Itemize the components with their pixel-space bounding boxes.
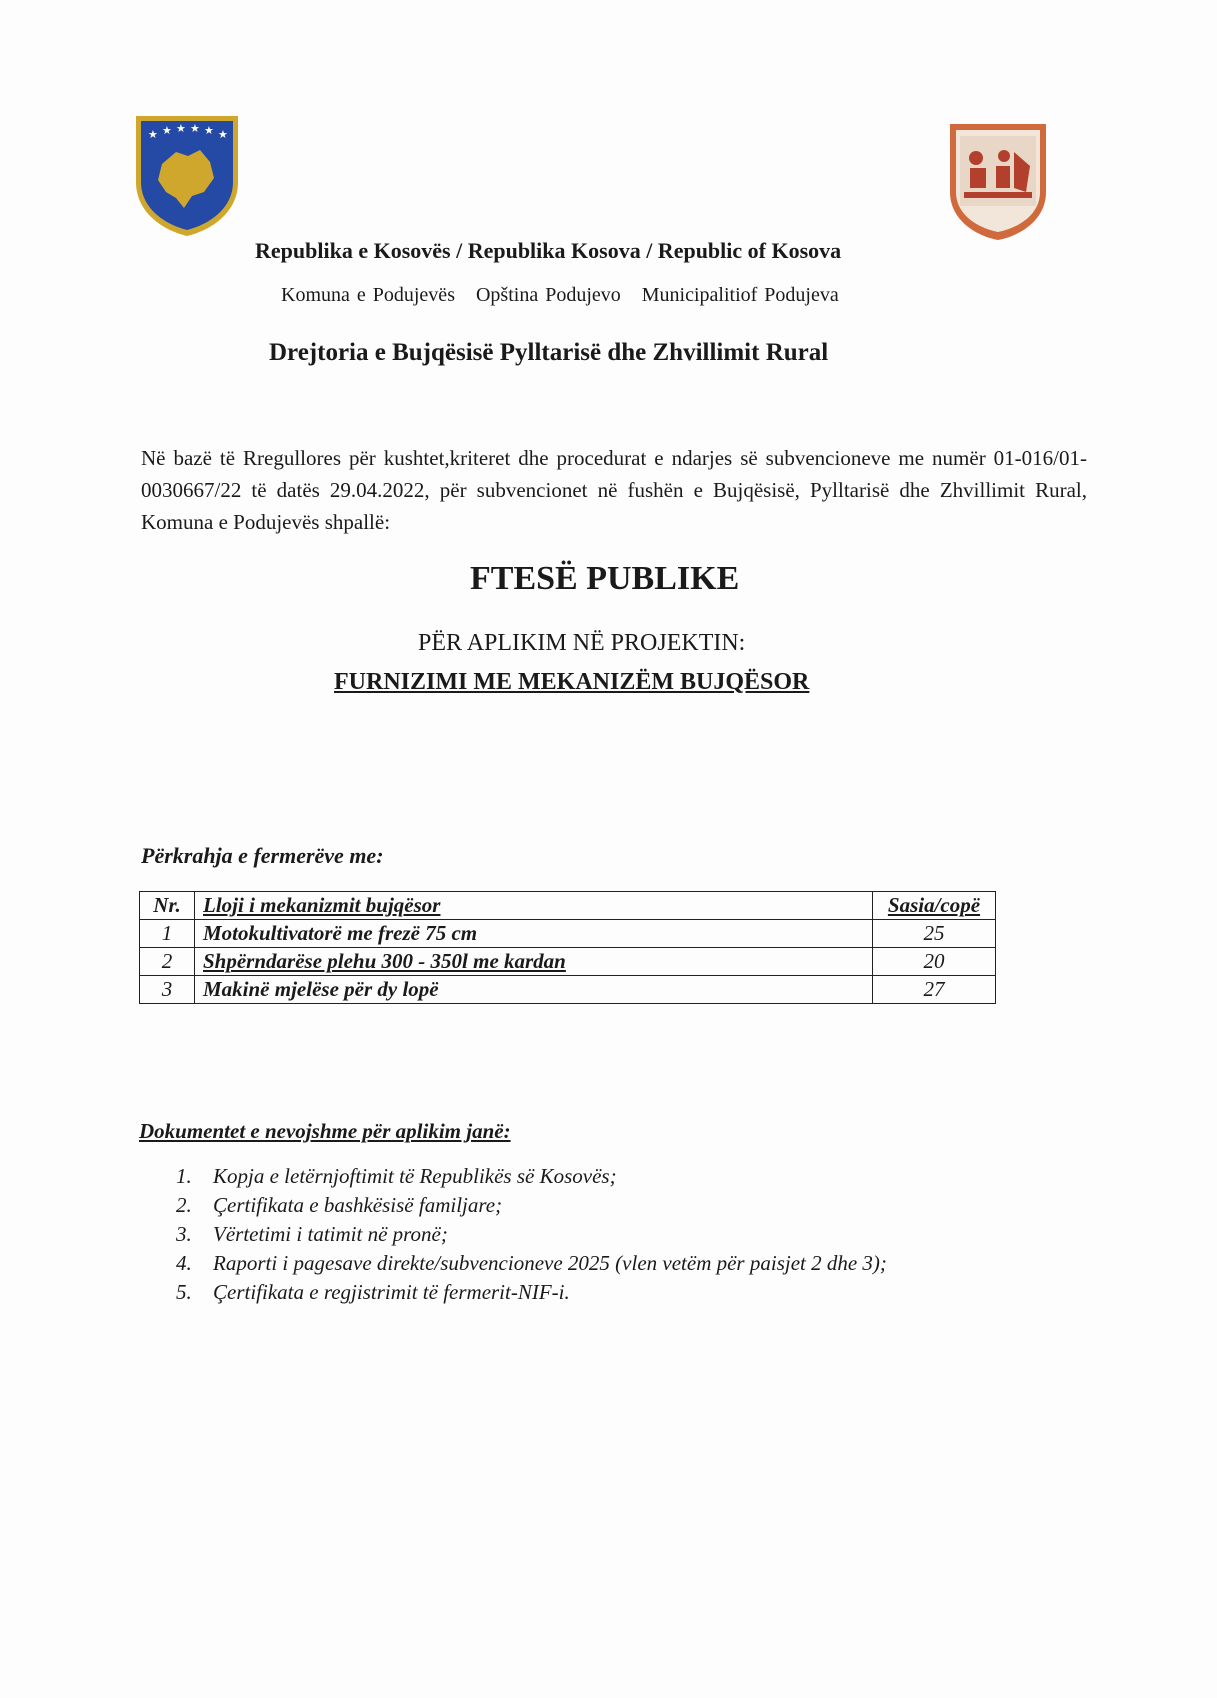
header-country: Republika e Kosovës / Republika Kosova / Republic of Kosova xyxy=(255,238,842,263)
svg-text:★: ★ xyxy=(190,122,200,135)
svg-text:★: ★ xyxy=(218,128,228,141)
required-documents-label: Dokumentet e nevojshme për aplikim janë: xyxy=(139,1119,511,1143)
svg-text:★: ★ xyxy=(176,122,186,135)
intro-paragraph: Në bazë të Rregullores për kushtet,kriteret dhe procedurat e ndarjes së subvencioneve me numër 01-016/01-0030667/22 të datës 29.04.2022, për subvencionet në fushën e Bujqësisë, Pylltarisë dhe Zhvillimit Rural, Komuna e Podujevës shpallë: xyxy=(141,446,1087,534)
header-quantity: Sasia/copë xyxy=(873,892,996,920)
svg-text:★: ★ xyxy=(162,124,172,137)
support-label: Përkrahja e fermerëve me: xyxy=(141,843,384,868)
list-item: 3. Vërtetimi i tatimit në pronë; xyxy=(176,1222,448,1246)
row-type: Shpërndarëse plehu 300 - 350l me kardan xyxy=(195,948,873,976)
row-type: Makinë mjelëse për dy lopë xyxy=(195,976,873,1004)
header-municipality xyxy=(281,284,931,307)
document-title: FTESË PUBLIKE xyxy=(470,560,740,597)
table-row xyxy=(140,976,996,1004)
list-item: 2. Çertifikata e bashkësisë familjare; xyxy=(176,1193,503,1217)
svg-text:★: ★ xyxy=(204,124,214,137)
header-municipality-sq: Komuna e Podujevës xyxy=(281,284,455,306)
svg-text:★: ★ xyxy=(148,128,158,141)
row-quantity: 25 xyxy=(873,920,996,948)
project-name: FURNIZIMI ME MEKANIZËM BUJQËSOR xyxy=(334,669,810,695)
row-nr: 1 xyxy=(140,920,195,948)
header-municipality-sr: Opština Podujevo xyxy=(475,284,621,306)
project-subtitle: PËR APLIKIM NË PROJEKTIN: xyxy=(418,630,746,656)
list-item: 4. Raporti i pagesave direkte/subvencioneve 2025 (vlen vetëm për paisjet 2 dhe 3); xyxy=(176,1251,887,1275)
row-type: Motokultivatorë me frezë 75 cm xyxy=(195,920,873,948)
row-quantity: 27 xyxy=(873,976,996,1004)
header-type: Lloji i mekanizmit bujqësor xyxy=(195,892,873,920)
podujeva-emblem-icon xyxy=(948,122,1048,242)
table-header-row xyxy=(140,892,996,920)
list-item: 5. Çertifikata e regjistrimit të fermerit-NIF-i. xyxy=(176,1280,570,1304)
required-documents-list xyxy=(176,1162,887,1307)
row-nr: 2 xyxy=(140,948,195,976)
table-row xyxy=(140,920,996,948)
list-item: 1. Kopja e letërnjoftimit të Republikës së Kosovës; xyxy=(176,1164,617,1188)
header-municipality-en: Municipalitiof Podujeva xyxy=(641,284,839,306)
header-nr: Nr. xyxy=(140,892,195,920)
kosovo-coat-of-arms-icon xyxy=(132,112,242,238)
machinery-table xyxy=(139,891,996,1004)
header-directorate: Drejtoria e Bujqësisë Pylltarisë dhe Zhvillimit Rural xyxy=(269,339,829,366)
table-row xyxy=(140,948,996,976)
row-nr: 3 xyxy=(140,976,195,1004)
row-quantity: 20 xyxy=(873,948,996,976)
